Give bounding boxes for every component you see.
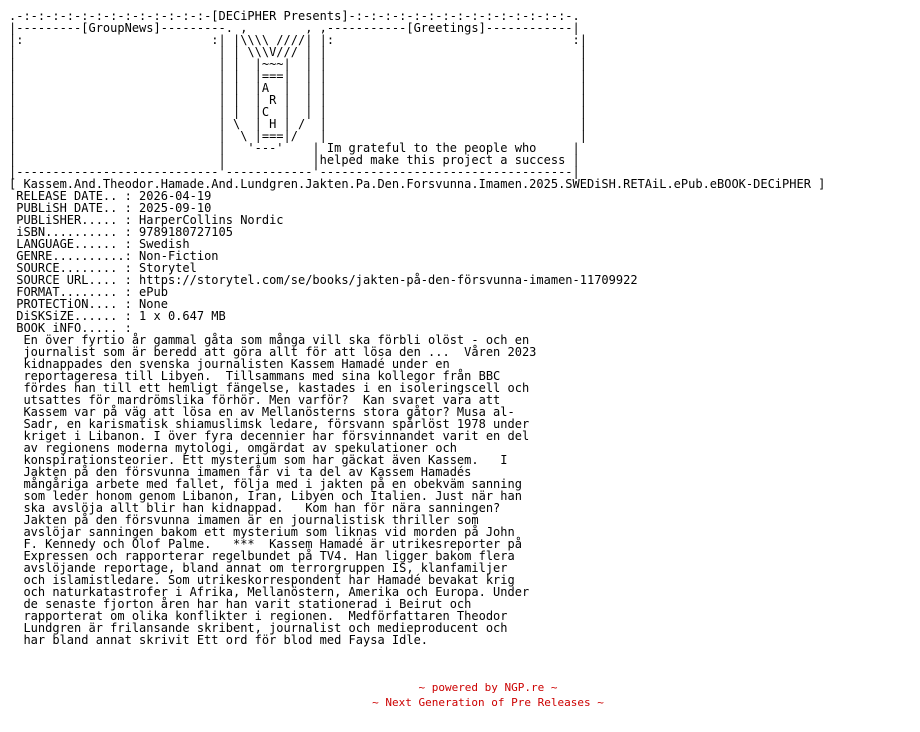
- footer-powered-by: ~ powered by NGP.re ~: [418, 681, 558, 694]
- nfo-line: av regionens moderna mytologi, omgärdat av spekulationer och: [9, 441, 457, 455]
- nfo-line: | | | |A | | | |: [9, 81, 587, 95]
- nfo-line: En över fyrtio år gammal gåta som många vill ska förbli olöst - och en: [9, 333, 530, 347]
- nfo-line: Jakten på den försvunna imamen är en journalistisk thriller som: [9, 513, 479, 527]
- nfo-line: PUBLiSHER..... : HarperCollins Nordic: [9, 213, 284, 227]
- nfo-line: iSBN.......... : 9789180727105: [9, 225, 233, 239]
- nfo-line: avslöjande reportage, bland annat om terrorgruppen IS, klanfamiljer: [9, 561, 508, 575]
- nfo-line: Expressen och rapporterar regelbundet på TV4. Han ligger bakom flera: [9, 549, 515, 563]
- nfo-line: kidnappades den svenska journalisten Kassem Hamadé under en: [9, 357, 450, 371]
- nfo-line: RELEASE DATE.. : 2026-04-19: [9, 189, 212, 203]
- nfo-line: fördes han till ett hemligt fängelse, kastades i en isoleringscell och: [9, 381, 530, 395]
- nfo-line: PROTECTiON.... : None: [9, 297, 168, 311]
- nfo-line: |: :| |\\\\ ////| |: :|: [9, 33, 587, 47]
- nfo-line: | | |helped make this project a success |: [9, 153, 580, 167]
- nfo-line: | | | |===| | | |: [9, 69, 587, 83]
- nfo-line: har bland annat skrivit Ett ord för blod med Faysa Idle.: [9, 633, 429, 647]
- nfo-line: PUBLiSH DATE.. : 2025-09-10: [9, 201, 212, 215]
- nfo-line: SOURCE URL.... : https://storytel.com/se/books/jakten-på-den-försvunna-imamen-11709922: [9, 273, 638, 287]
- nfo-line: | | \ | H | / | |: [9, 117, 587, 131]
- nfo-line: LANGUAGE...... : Swedish: [9, 237, 190, 251]
- nfo-line: och islamistledare. Som utrikeskorrespondent har Hamadé bevakat krig: [9, 573, 515, 587]
- nfo-line: konspirationsteorier. Ett mysterium som har gäckat även Kassem. I: [9, 453, 508, 467]
- nfo-line: ska avslöja allt blir han kidnappad. Kom han för nära sanningen?: [9, 501, 501, 515]
- nfo-line: .-:-:-:-:-:-:-:-:-:-:-:-:-:-[DECiPHER Presents]-:-:-:-:-:-:-:-:-:-:-:-:-:-:-:-.: [9, 9, 580, 23]
- nfo-line: |---------[GroupNews]---------. , , ,-----------[Greetings]------------|: [9, 21, 580, 35]
- nfo-line: FORMAT........ : ePub: [9, 285, 168, 299]
- footer-tagline: ~ Next Generation of Pre Releases ~: [372, 696, 604, 709]
- nfo-line: Kassem var på väg att lösa en av Mellanösterns stora gåtor? Musa al-: [9, 405, 515, 419]
- nfo-line: | | | |~~~| | | |: [9, 57, 587, 71]
- nfo-line: kriget i Libanon. I över fyra decennier har försvinnandet varit en del: [9, 429, 530, 443]
- nfo-line: Lundgren är frilansande skribent, journalist och medieproducent och: [9, 621, 508, 635]
- nfo-line: DiSKSiZE...... : 1 x 0.647 MB: [9, 309, 226, 323]
- nfo-line: F. Kennedy och Olof Palme. *** Kassem Hamadé är utrikesreporter på: [9, 537, 522, 551]
- nfo-line: som leder honom genom Libanon, Iran, Libyen och Italien. Just när han: [9, 489, 522, 503]
- nfo-line: |----------------------------'------------'-----------------------------------|: [9, 165, 580, 179]
- nfo-line: och naturkatastrofer i Afrika, Mellanöstern, Amerika och Europa. Under: [9, 585, 530, 599]
- nfo-line: Sadr, en karismatisk shiamuslimsk ledare, försvann spårlöst 1978 under: [9, 417, 530, 431]
- nfo-line: | | | \\\V/// | | |: [9, 45, 587, 59]
- footer: [0, 680, 920, 710]
- nfo-line: Jakten på den försvunna imamen får vi ta del av Kassem Hamadés: [9, 465, 472, 479]
- nfo-line: journalist som är beredd att göra allt för att lösa den ... Våren 2023: [9, 345, 537, 359]
- nfo-line: | | | | R | | | |: [9, 93, 587, 107]
- nfo-line: de senaste fjorton åren har han varit stationerad i Beirut och: [9, 597, 472, 611]
- nfo-line: reportageresa till Libyen. Tillsammans med sina kollegor från BBC: [9, 369, 501, 383]
- nfo-line: GENRE..........: Non-Fiction: [9, 249, 219, 263]
- nfo-line: utsattes för mardrömslika förhör. Men varför? Kan svaret vara att: [9, 393, 501, 407]
- nfo-line: mångåriga arbete med fallet, följa med i jakten på en obekväm sanning: [9, 477, 522, 491]
- nfo-line: rapporterat om olika konflikter i regionen. Medförfattaren Theodor: [9, 609, 508, 623]
- nfo-line: [ Kassem.And.Theodor.Hamade.And.Lundgren.Jakten.Pa.Den.Forsvunna.Imamen.2025.SWEDiSH.RETAiL.ePub.eBOOK-DECiPHER ]: [9, 177, 826, 191]
- nfo-line: avslöjar sanningen bakom ett mysterium som liknas vid morden på John: [9, 525, 515, 539]
- nfo-line: | | | |C | | | |: [9, 105, 587, 119]
- nfo-line: | | '---' | Im grateful to the people who |: [9, 141, 580, 155]
- nfo-line: SOURCE........ : Storytel: [9, 261, 197, 275]
- nfo-line: | | \ |===|/ | |: [9, 129, 587, 143]
- nfo-text: [9, 10, 825, 646]
- nfo-line: BOOK iNFO..... :: [9, 321, 132, 335]
